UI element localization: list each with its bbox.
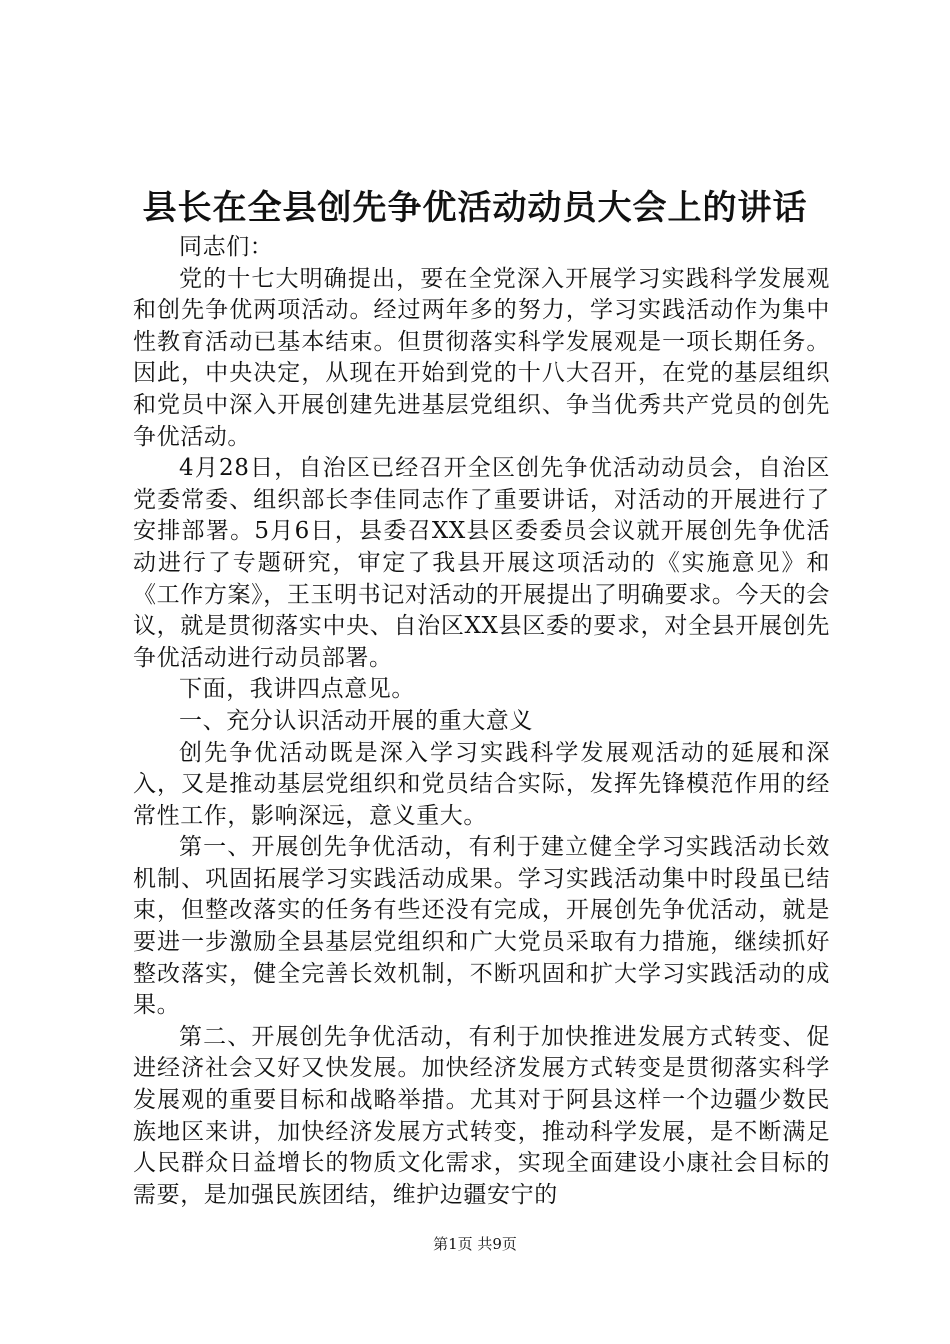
salutation: 同志们： xyxy=(179,234,274,260)
document-body xyxy=(133,232,830,1211)
paragraph-intro: 党的十七大明确提出，要在全党深入开展学习实践科学发展观和创先争优两项活动。经过两年多的努力，学习实践活动作为集中性教育活动已基本结束。但贯彻落实科学发展观是一项长期任务。因此，中央决定，从现在开始到党的十八大召开，在党的基层组织和党员中深入开展创建先进基层党组织、争当优秀共产党员的创先争优活动。 xyxy=(133,265,830,450)
page-number: 第1页 共9页 xyxy=(433,1235,517,1253)
document-title: 县长在全县创先争优活动动员大会上的讲话 xyxy=(142,188,808,228)
section-heading-1: 一、充分认识活动开展的重大意义 xyxy=(179,707,533,734)
paragraph-background: 4月28日，自治区已经召开全区创先争优活动动员会，自治区党委常委、组织部长李佳同志作了重要讲话，对活动的开展进行了安排部署。5月6日，县委召XX县区委委员会议就开展创先争优活动进行了专题研究，审定了我县开展这项活动的《实施意见》和《工作方案》，王玉明书记对活动的开展提出了明确要求。今天的会议，就是贯彻落实中央、自治区XX县区委的要求，对全县开展创先争优活动进行动员部署。 xyxy=(133,455,830,671)
paragraph-point-2: 第二、开展创先争优活动，有利于加快推进发展方式转变、促进经济社会又好又快发展。加快经济发展方式转变是贯彻落实科学发展观的重要目标和战略举措。尤其对于阿县这样一个边疆少数民族地区来讲，加快经济发展方式转变，推动科学发展，是不断满足人民群众日益增长的物质文化需求，实现全面建设小康社会目标的需要，是加强民族团结，维护边疆安宁的 xyxy=(133,1023,830,1208)
paragraph-significance: 创先争优活动既是深入学习实践科学发展观活动的延展和深入，又是推动基层党组织和党员结合实际，发挥先锋模范作用的经常性工作，影响深远，意义重大。 xyxy=(133,739,830,829)
paragraph-outline: 下面，我讲四点意见。 xyxy=(179,676,415,703)
paragraph-point-1: 第一、开展创先争优活动，有利于建立健全学习实践活动长效机制、巩固拓展学习实践活动成果。学习实践活动集中时段虽已结束，但整改落实的任务有些还没有完成，开展创先争优活动，就是要进一步激励全县基层党组织和广大党员采取有力措施，继续抓好整改落实，健全完善长效机制，不断巩固和扩大学习实践活动的成果。 xyxy=(133,834,830,1019)
